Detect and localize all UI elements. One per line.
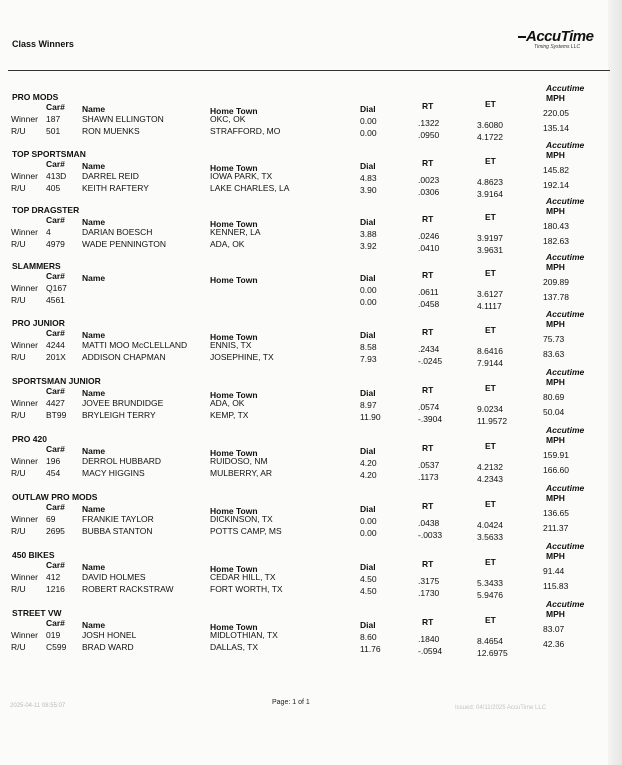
result-dial: 4.50 bbox=[360, 574, 377, 584]
col-header-hometown: Home Town bbox=[210, 622, 258, 632]
result-position: Winner bbox=[11, 514, 38, 524]
result-reaction-time: -.0594 bbox=[418, 646, 443, 656]
result-car-number: 201X bbox=[46, 352, 66, 362]
result-elapsed-time: 11.9572 bbox=[477, 416, 508, 426]
col-header-dial: Dial bbox=[360, 161, 376, 171]
class-section bbox=[0, 83, 622, 148]
col-header-rt: RT bbox=[422, 385, 434, 395]
result-car-number: 019 bbox=[46, 630, 61, 640]
col-header-name: Name bbox=[82, 273, 106, 283]
result-elapsed-time: 3.9197 bbox=[477, 233, 503, 243]
result-elapsed-time: 9.0234 bbox=[477, 404, 503, 414]
result-dial: 11.76 bbox=[360, 644, 381, 654]
class-title: STREET VW bbox=[12, 608, 62, 618]
result-dial: 0.00 bbox=[360, 285, 377, 295]
result-dial: 4.83 bbox=[360, 173, 377, 183]
result-driver-name: ADDISON CHAPMAN bbox=[82, 352, 166, 362]
result-elapsed-time: 5.9476 bbox=[477, 590, 503, 600]
result-position: Winner bbox=[11, 340, 38, 350]
result-mph: 192.14 bbox=[543, 180, 569, 190]
col-header-mph-top: Accutime bbox=[546, 140, 585, 150]
result-reaction-time: -.0245 bbox=[418, 356, 443, 366]
result-position: R/U bbox=[11, 126, 26, 136]
result-reaction-time: .0246 bbox=[418, 231, 440, 241]
col-header-hometown: Home Town bbox=[210, 390, 258, 400]
result-car-number: 196 bbox=[46, 456, 61, 466]
result-hometown: DICKINSON, TX bbox=[210, 514, 273, 524]
result-reaction-time: .0537 bbox=[418, 460, 440, 470]
col-header-mph: MPH bbox=[546, 435, 565, 445]
result-mph: 75.73 bbox=[543, 334, 565, 344]
result-driver-name: JOSH HONEL bbox=[82, 630, 137, 640]
result-mph: 83.63 bbox=[543, 349, 565, 359]
result-reaction-time: .2434 bbox=[418, 344, 440, 354]
result-dial: 0.00 bbox=[360, 516, 377, 526]
result-car-number: 4 bbox=[46, 227, 51, 237]
footer-note: Issued: 04/11/2025 AccuTime LLC bbox=[455, 705, 547, 711]
class-title: PRO JUNIOR bbox=[12, 318, 65, 328]
col-header-mph-top: Accutime bbox=[546, 252, 585, 262]
col-header-rt: RT bbox=[422, 158, 434, 168]
class-section bbox=[0, 425, 622, 490]
result-position: R/U bbox=[11, 239, 26, 249]
result-mph: 180.43 bbox=[543, 221, 569, 231]
col-header-mph: MPH bbox=[546, 262, 565, 272]
result-hometown: ADA, OK bbox=[210, 239, 245, 249]
result-car-number: 501 bbox=[46, 126, 61, 136]
result-elapsed-time: 4.2132 bbox=[477, 462, 503, 472]
result-reaction-time: .1322 bbox=[418, 118, 440, 128]
col-header-car: Car# bbox=[46, 328, 65, 338]
col-header-mph: MPH bbox=[546, 150, 565, 160]
col-header-mph-top: Accutime bbox=[546, 483, 585, 493]
logo-main-text: AccuTime bbox=[526, 28, 594, 45]
class-section bbox=[0, 252, 622, 317]
col-header-hometown: Home Town bbox=[210, 275, 258, 285]
result-elapsed-time: 7.9144 bbox=[477, 358, 503, 368]
result-hometown: IOWA PARK, TX bbox=[210, 171, 273, 181]
col-header-dial: Dial bbox=[360, 330, 376, 340]
result-driver-name: DERROL HUBBARD bbox=[82, 456, 162, 466]
col-header-name: Name bbox=[82, 217, 106, 227]
col-header-hometown: Home Town bbox=[210, 332, 258, 342]
result-car-number: 2695 bbox=[46, 526, 65, 536]
col-header-name: Name bbox=[82, 446, 106, 456]
col-header-name: Name bbox=[82, 504, 106, 514]
accutime-logo bbox=[518, 28, 598, 52]
col-header-mph: MPH bbox=[546, 609, 565, 619]
result-driver-name: ROBERT RACKSTRAW bbox=[82, 584, 174, 594]
col-header-mph: MPH bbox=[546, 377, 565, 387]
class-title: 450 BIKES bbox=[12, 550, 55, 560]
result-mph: 83.07 bbox=[543, 624, 565, 634]
class-title: TOP DRAGSTER bbox=[12, 205, 80, 215]
result-car-number: 1216 bbox=[46, 584, 65, 594]
result-driver-name: BRAD WARD bbox=[82, 642, 134, 652]
result-elapsed-time: 3.6080 bbox=[477, 120, 503, 130]
result-elapsed-time: 5.3433 bbox=[477, 578, 503, 588]
result-reaction-time: .0950 bbox=[418, 130, 440, 140]
col-header-name: Name bbox=[82, 161, 106, 171]
result-mph: 115.83 bbox=[543, 581, 569, 591]
result-mph: 50.04 bbox=[543, 407, 565, 417]
result-elapsed-time: 8.4654 bbox=[477, 636, 503, 646]
col-header-rt: RT bbox=[422, 214, 434, 224]
result-position: Winner bbox=[11, 572, 38, 582]
class-section bbox=[0, 367, 622, 432]
result-reaction-time: .1840 bbox=[418, 634, 440, 644]
result-dial: 8.60 bbox=[360, 632, 377, 642]
result-elapsed-time: 4.1117 bbox=[477, 301, 502, 311]
result-dial: 7.93 bbox=[360, 354, 377, 364]
result-dial: 0.00 bbox=[360, 528, 377, 538]
result-car-number: 4561 bbox=[46, 295, 65, 305]
result-dial: 4.20 bbox=[360, 470, 377, 480]
class-section bbox=[0, 483, 622, 548]
result-elapsed-time: 4.0424 bbox=[477, 520, 503, 530]
col-header-car: Car# bbox=[46, 444, 65, 454]
result-reaction-time: -.0033 bbox=[418, 530, 443, 540]
col-header-hometown: Home Town bbox=[210, 506, 258, 516]
class-section bbox=[0, 196, 622, 261]
col-header-rt: RT bbox=[422, 443, 434, 453]
result-car-number: 412 bbox=[46, 572, 61, 582]
result-position: R/U bbox=[11, 468, 26, 478]
col-header-et: ET bbox=[485, 383, 496, 393]
col-header-name: Name bbox=[82, 388, 106, 398]
col-header-hometown: Home Town bbox=[210, 106, 258, 116]
col-header-mph-top: Accutime bbox=[546, 309, 585, 319]
col-header-dial: Dial bbox=[360, 217, 376, 227]
class-title: PRO MODS bbox=[12, 92, 59, 102]
result-mph: 136.65 bbox=[543, 508, 569, 518]
col-header-mph: MPH bbox=[546, 93, 565, 103]
result-mph: 135.14 bbox=[543, 123, 569, 133]
col-header-rt: RT bbox=[422, 270, 434, 280]
result-mph: 166.60 bbox=[543, 465, 569, 475]
result-reaction-time: .0023 bbox=[418, 175, 440, 185]
col-header-name: Name bbox=[82, 620, 106, 630]
result-elapsed-time: 12.6975 bbox=[477, 648, 508, 658]
col-header-dial: Dial bbox=[360, 388, 376, 398]
result-position: R/U bbox=[11, 526, 26, 536]
col-header-mph-top: Accutime bbox=[546, 83, 585, 93]
result-car-number: 69 bbox=[46, 514, 56, 524]
result-hometown: STRAFFORD, MO bbox=[210, 126, 281, 136]
col-header-et: ET bbox=[485, 557, 496, 567]
result-position: Winner bbox=[11, 398, 38, 408]
result-dial: 4.20 bbox=[360, 458, 377, 468]
result-car-number: 454 bbox=[46, 468, 61, 478]
col-header-rt: RT bbox=[422, 327, 434, 337]
col-header-hometown: Home Town bbox=[210, 448, 258, 458]
result-driver-name: BRYLEIGH TERRY bbox=[82, 410, 156, 420]
result-driver-name: MACY HIGGINS bbox=[82, 468, 145, 478]
result-elapsed-time: 3.9164 bbox=[477, 189, 503, 199]
result-driver-name: KEITH RAFTERY bbox=[82, 183, 149, 193]
result-driver-name: JOVEE BRUNDIDGE bbox=[82, 398, 164, 408]
result-elapsed-time: 3.6127 bbox=[477, 289, 503, 299]
result-position: Winner bbox=[11, 456, 38, 466]
result-dial: 0.00 bbox=[360, 297, 377, 307]
col-header-dial: Dial bbox=[360, 562, 376, 572]
col-header-hometown: Home Town bbox=[210, 564, 258, 574]
col-header-mph-top: Accutime bbox=[546, 367, 585, 377]
col-header-rt: RT bbox=[422, 101, 434, 111]
result-mph: 209.89 bbox=[543, 277, 569, 287]
result-car-number: 4427 bbox=[46, 398, 65, 408]
result-elapsed-time: 4.2343 bbox=[477, 474, 503, 484]
col-header-mph-top: Accutime bbox=[546, 599, 585, 609]
result-position: R/U bbox=[11, 352, 26, 362]
col-header-mph: MPH bbox=[546, 493, 565, 503]
result-reaction-time: .0438 bbox=[418, 518, 440, 528]
result-dial: 11.90 bbox=[360, 412, 381, 422]
col-header-mph: MPH bbox=[546, 206, 565, 216]
result-reaction-time: .0611 bbox=[418, 287, 439, 297]
class-section bbox=[0, 140, 622, 205]
logo-sub-text: Timing Systems LLC bbox=[534, 44, 581, 50]
result-elapsed-time: 8.6416 bbox=[477, 346, 503, 356]
result-reaction-time: .1173 bbox=[418, 472, 439, 482]
result-reaction-time: -.3904 bbox=[418, 414, 443, 424]
col-header-mph-top: Accutime bbox=[546, 541, 585, 551]
col-header-dial: Dial bbox=[360, 104, 376, 114]
class-section bbox=[0, 309, 622, 374]
result-dial: 8.97 bbox=[360, 400, 377, 410]
result-hometown: FORT WORTH, TX bbox=[210, 584, 283, 594]
result-hometown: ENNIS, TX bbox=[210, 340, 252, 350]
result-reaction-time: .0306 bbox=[418, 187, 440, 197]
result-position: Winner bbox=[11, 283, 38, 293]
result-dial: 8.58 bbox=[360, 342, 377, 352]
result-dial: 3.92 bbox=[360, 241, 377, 251]
result-car-number: BT99 bbox=[46, 410, 67, 420]
col-header-dial: Dial bbox=[360, 273, 376, 283]
result-car-number: 413D bbox=[46, 171, 67, 181]
result-car-number: Q167 bbox=[46, 283, 67, 293]
result-elapsed-time: 4.8623 bbox=[477, 177, 503, 187]
result-mph: 182.63 bbox=[543, 236, 569, 246]
result-hometown: DALLAS, TX bbox=[210, 642, 259, 652]
class-section bbox=[0, 541, 622, 606]
result-hometown: ADA, OK bbox=[210, 398, 245, 408]
result-car-number: 4244 bbox=[46, 340, 65, 350]
col-header-mph: MPH bbox=[546, 551, 565, 561]
col-header-et: ET bbox=[485, 156, 496, 166]
result-dial: 0.00 bbox=[360, 128, 377, 138]
col-header-car: Car# bbox=[46, 159, 65, 169]
class-title: SPORTSMAN JUNIOR bbox=[12, 376, 101, 386]
class-title: SLAMMERS bbox=[12, 261, 61, 271]
result-dial: 3.88 bbox=[360, 229, 377, 239]
result-mph: 91.44 bbox=[543, 566, 565, 576]
col-header-et: ET bbox=[485, 268, 496, 278]
result-driver-name: SHAWN ELLINGTON bbox=[82, 114, 164, 124]
col-header-mph: MPH bbox=[546, 319, 565, 329]
result-position: R/U bbox=[11, 410, 26, 420]
result-reaction-time: .0574 bbox=[418, 402, 440, 412]
result-driver-name: BUBBA STANTON bbox=[82, 526, 153, 536]
result-car-number: 4979 bbox=[46, 239, 65, 249]
result-driver-name: RON MUENKS bbox=[82, 126, 140, 136]
result-driver-name: FRANKIE TAYLOR bbox=[82, 514, 154, 524]
result-driver-name: DARIAN BOESCH bbox=[82, 227, 153, 237]
col-header-mph-top: Accutime bbox=[546, 425, 585, 435]
result-car-number: 405 bbox=[46, 183, 61, 193]
result-hometown: OKC, OK bbox=[210, 114, 246, 124]
result-mph: 211.37 bbox=[543, 523, 569, 533]
result-dial: 3.90 bbox=[360, 185, 377, 195]
result-hometown: MIDLOTHIAN, TX bbox=[210, 630, 278, 640]
result-position: Winner bbox=[11, 114, 38, 124]
col-header-name: Name bbox=[82, 104, 106, 114]
col-header-car: Car# bbox=[46, 215, 65, 225]
result-position: Winner bbox=[11, 171, 38, 181]
result-position: R/U bbox=[11, 295, 26, 305]
result-position: R/U bbox=[11, 584, 26, 594]
result-hometown: KENNER, LA bbox=[210, 227, 261, 237]
result-driver-name: DAVID HOLMES bbox=[82, 572, 146, 582]
result-driver-name: MATTI MOO McCLELLAND bbox=[82, 340, 188, 350]
header-divider bbox=[8, 70, 610, 71]
result-elapsed-time: 4.1722 bbox=[477, 132, 503, 142]
result-mph: 42.36 bbox=[543, 639, 565, 649]
col-header-dial: Dial bbox=[360, 620, 376, 630]
result-elapsed-time: 3.5633 bbox=[477, 532, 503, 542]
result-position: Winner bbox=[11, 630, 38, 640]
page-number: Page: 1 of 1 bbox=[272, 699, 310, 706]
result-dial: 4.50 bbox=[360, 586, 377, 596]
col-header-et: ET bbox=[485, 441, 496, 451]
page-title: Class Winners bbox=[12, 39, 74, 49]
col-header-et: ET bbox=[485, 325, 496, 335]
result-hometown: KEMP, TX bbox=[210, 410, 249, 420]
result-hometown: MULBERRY, AR bbox=[210, 468, 273, 478]
result-position: Winner bbox=[11, 227, 38, 237]
class-section bbox=[0, 599, 622, 664]
col-header-et: ET bbox=[485, 615, 496, 625]
result-hometown: LAKE CHARLES, LA bbox=[210, 183, 290, 193]
result-mph: 220.05 bbox=[543, 108, 569, 118]
result-hometown: POTTS CAMP, MS bbox=[210, 526, 282, 536]
col-header-hometown: Home Town bbox=[210, 163, 258, 173]
col-header-car: Car# bbox=[46, 386, 65, 396]
col-header-car: Car# bbox=[46, 502, 65, 512]
class-title: OUTLAW PRO MODS bbox=[12, 492, 98, 502]
col-header-name: Name bbox=[82, 330, 106, 340]
col-header-car: Car# bbox=[46, 102, 65, 112]
col-header-car: Car# bbox=[46, 560, 65, 570]
result-mph: 80.69 bbox=[543, 392, 565, 402]
result-reaction-time: .3175 bbox=[418, 576, 440, 586]
result-car-number: C599 bbox=[46, 642, 67, 652]
result-driver-name: DARREL REID bbox=[82, 171, 139, 181]
result-elapsed-time: 3.9631 bbox=[477, 245, 503, 255]
col-header-rt: RT bbox=[422, 559, 434, 569]
col-header-mph-top: Accutime bbox=[546, 196, 585, 206]
result-mph: 159.91 bbox=[543, 450, 569, 460]
col-header-et: ET bbox=[485, 212, 496, 222]
result-position: R/U bbox=[11, 183, 26, 193]
result-position: R/U bbox=[11, 642, 26, 652]
result-hometown: JOSEPHINE, TX bbox=[210, 352, 274, 362]
col-header-rt: RT bbox=[422, 501, 434, 511]
result-reaction-time: .0458 bbox=[418, 299, 440, 309]
result-car-number: 187 bbox=[46, 114, 61, 124]
result-mph: 145.82 bbox=[543, 165, 569, 175]
logo-mark-icon bbox=[518, 36, 526, 38]
result-hometown: CEDAR HILL, TX bbox=[210, 572, 276, 582]
result-dial: 0.00 bbox=[360, 116, 377, 126]
result-mph: 137.78 bbox=[543, 292, 569, 302]
col-header-name: Name bbox=[82, 562, 106, 572]
col-header-hometown: Home Town bbox=[210, 219, 258, 229]
col-header-et: ET bbox=[485, 499, 496, 509]
class-title: TOP SPORTSMAN bbox=[12, 149, 86, 159]
col-header-rt: RT bbox=[422, 617, 434, 627]
col-header-car: Car# bbox=[46, 618, 65, 628]
result-reaction-time: .0410 bbox=[418, 243, 440, 253]
col-header-dial: Dial bbox=[360, 446, 376, 456]
result-hometown: RUIDOSO, NM bbox=[210, 456, 268, 466]
result-reaction-time: .1730 bbox=[418, 588, 440, 598]
result-driver-name: WADE PENNINGTON bbox=[82, 239, 167, 249]
print-timestamp: 2025-04-11 08:55:07 bbox=[10, 703, 66, 709]
col-header-dial: Dial bbox=[360, 504, 376, 514]
col-header-et: ET bbox=[485, 99, 496, 109]
col-header-car: Car# bbox=[46, 271, 65, 281]
class-title: PRO 420 bbox=[12, 434, 47, 444]
